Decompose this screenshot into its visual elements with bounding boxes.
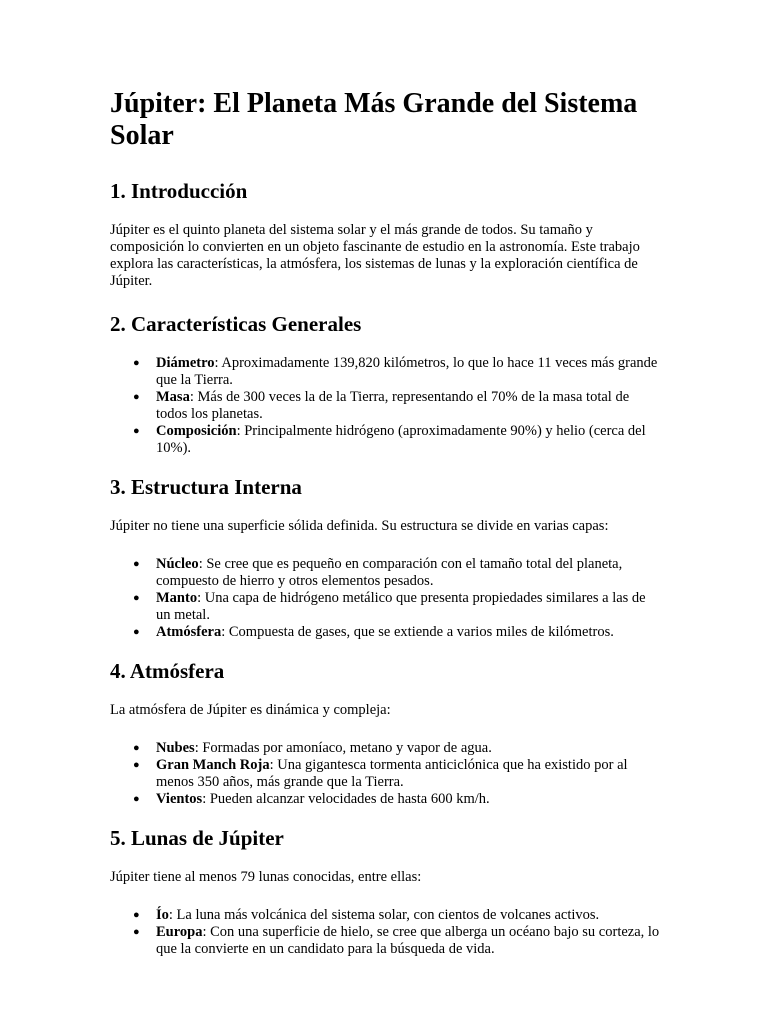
section-lunas: [110, 825, 662, 958]
section-heading: 1. Introducción: [110, 179, 248, 203]
list-item-term: Vientos: [156, 791, 203, 807]
section-heading: 3. Estructura Interna: [110, 475, 302, 499]
section-heading: 2. Características Generales: [110, 312, 362, 336]
bullet-icon: ●: [133, 759, 140, 771]
section-paragraph: Júpiter tiene al menos 79 lunas conocidas, entre ellas:: [110, 869, 422, 885]
list-item: [133, 590, 662, 624]
list-item-term: Composición: [156, 423, 237, 439]
section-paragraph: Júpiter no tiene una superficie sólida definida. Su estructura se divide en varias capas:: [110, 518, 609, 534]
list-item: [133, 907, 662, 924]
list-item-text: : Aproximadamente 139,820 kilómetros, lo que lo hace 11 veces más grande que la Tierra.: [156, 355, 658, 388]
list-item-text: : Con una superficie de hielo, se cree que alberga un océano bajo su corteza, lo que la convierte en un candidato para la búsqueda de vida.: [156, 924, 660, 957]
bullet-list: [110, 556, 662, 641]
section-paragraph: La atmósfera de Júpiter es dinámica y compleja:: [110, 702, 391, 718]
bullet-icon: ●: [133, 391, 140, 403]
list-item-text: : Más de 300 veces la de la Tierra, representando el 70% de la masa total de todos los planetas.: [156, 389, 630, 422]
bullet-icon: ●: [133, 425, 140, 437]
bullet-icon: ●: [133, 742, 140, 754]
list-item: [133, 740, 662, 757]
list-item-term: Núcleo: [156, 556, 199, 572]
list-item: [133, 423, 662, 457]
list-item: [133, 624, 662, 641]
list-item-text: : Compuesta de gases, que se extiende a varios miles de kilómetros.: [221, 624, 614, 640]
list-item: [133, 389, 662, 423]
list-item-term: Ío: [156, 907, 169, 923]
bullet-list: [110, 907, 662, 958]
list-item-text: : La luna más volcánica del sistema solar, con cientos de volcanes activos.: [168, 907, 600, 923]
section-estructura: [110, 474, 662, 641]
list-item-text: : Una capa de hidrógeno metálico que presenta propiedades similares a las de un metal.: [156, 590, 646, 623]
section-atmosfera: [110, 658, 662, 808]
section-heading: 5. Lunas de Júpiter: [110, 826, 284, 850]
list-item-text: : Principalmente hidrógeno (aproximadamente 90%) y helio (cerca del 10%).: [156, 423, 646, 456]
list-item-term: Manto: [156, 590, 198, 606]
list-item-text: : Una gigantesca tormenta anticiclónica que ha existido por al menos 350 años, más grande que la Tierra.: [156, 757, 628, 790]
bullet-icon: ●: [133, 626, 140, 638]
section-heading: 4. Atmósfera: [110, 659, 225, 683]
bullet-icon: ●: [133, 592, 140, 604]
list-item-term: Gran Manch Roja: [156, 757, 270, 773]
section-introduccion: [110, 178, 662, 290]
bullet-icon: ●: [133, 793, 140, 805]
bullet-icon: ●: [133, 558, 140, 570]
bullet-list: [110, 740, 662, 808]
list-item-term: Diámetro: [156, 355, 215, 371]
list-item-text: : Se cree que es pequeño en comparación con el tamaño total del planeta, compuesto de hierro y otros elementos pesados.: [156, 556, 623, 589]
list-item: [133, 757, 662, 791]
bullet-icon: ●: [133, 909, 140, 921]
list-item-text: : Formadas por amoníaco, metano y vapor de agua.: [194, 740, 492, 756]
list-item-term: Atmósfera: [156, 624, 222, 640]
section-caracteristicas: [110, 311, 662, 457]
list-item-term: Europa: [156, 924, 203, 940]
document-page: [110, 88, 662, 975]
list-item-text: : Pueden alcanzar velocidades de hasta 600 km/h.: [202, 791, 490, 807]
section-paragraph: Júpiter es el quinto planeta del sistema solar y el más grande de todos. Su tamaño y composición lo convierten en un objeto fascinante de estudio en la astronomía. Este trabajo explora las características, la atmósfera, los sistemas de lunas y la exploración científica de Júpiter.: [110, 222, 640, 289]
list-item-term: Nubes: [156, 740, 195, 756]
bullet-icon: ●: [133, 357, 140, 369]
list-item: [133, 924, 662, 958]
bullet-icon: ●: [133, 926, 140, 938]
list-item: [133, 791, 662, 808]
list-item-term: Masa: [156, 389, 190, 405]
bullet-list: [110, 355, 662, 457]
list-item: [133, 556, 662, 590]
list-item: [133, 355, 662, 389]
document-title: Júpiter: El Planeta Más Grande del Sistema Solar: [110, 88, 638, 151]
